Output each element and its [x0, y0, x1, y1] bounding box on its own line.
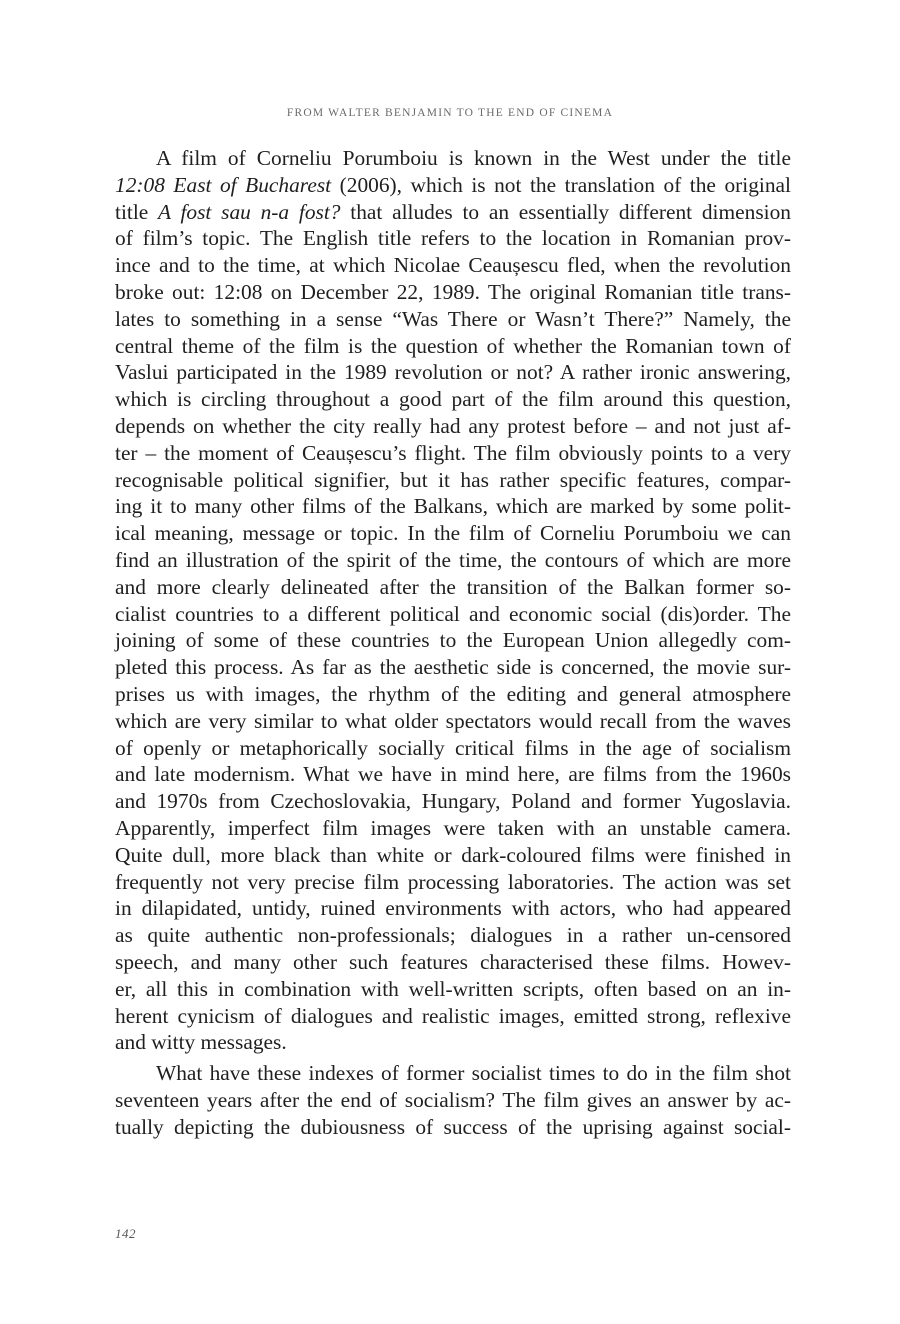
text-line: joining of some of these countries to the European Union allegedly com-	[115, 628, 791, 653]
text-line: pleted this process. As far as the aesthetic side is concerned, the movie sur-	[115, 655, 791, 680]
text-line: which are very similar to what older spectators would recall from the waves	[115, 708, 791, 733]
text-line: ing it to many other films of the Balkans, which are marked by some polit-	[115, 494, 791, 519]
text-line: ince and to the time, at which Nicolae Ceaușescu fled, when the revolution	[115, 253, 791, 278]
film-title-italic: 12:08 East of Bucharest	[115, 172, 332, 197]
original-title-italic: A fost sau n-a fost?	[158, 199, 341, 224]
text-line: which is circling throughout a good part of the film around this question,	[115, 387, 791, 412]
text-line: cialist countries to a different political and economic social (dis)order. The	[115, 601, 791, 626]
text-line: as quite authentic non-professionals; dialogues in a rather un-censored	[115, 923, 791, 948]
text-line: of openly or metaphorically socially critical films in the age of socialism	[115, 735, 791, 760]
text-line: broke out: 12:08 on December 22, 1989. The original Romanian title trans-	[115, 279, 791, 304]
text-line: and late modernism. What we have in mind here, are films from the 1960s	[115, 762, 791, 787]
text-line: Quite dull, more black than white or dark-coloured films were finished in	[115, 842, 791, 867]
text-line: ter – the moment of Ceaușescu’s flight. The film obviously points to a very	[115, 440, 791, 465]
text-line: A film of Corneliu Porumboiu is known in the West under the title	[156, 146, 791, 170]
text-line: find an illustration of the spirit of the time, the contours of which are more	[115, 547, 791, 572]
running-head: FROM WALTER BENJAMIN TO THE END OF CINEMA	[286, 107, 614, 119]
text-line: and more clearly delineated after the transition of the Balkan former so-	[115, 574, 791, 599]
text-line: frequently not very precise film processing laboratories. The action was set	[115, 869, 791, 894]
text-line	[115, 172, 791, 199]
text-line: seventeen years after the end of socialism? The film gives an answer by ac-	[115, 1087, 791, 1112]
text-line: of film’s topic. The English title refers to the location in Romanian prov-	[115, 226, 791, 251]
text-line: speech, and many other such features characterised these films. Howev-	[115, 949, 791, 974]
text-line: in dilapidated, untidy, ruined environments with actors, who had appeared	[115, 896, 791, 921]
text-line: lates to something in a sense “Was There or Wasn’t There?” Namely, the	[115, 306, 791, 331]
text-line	[115, 199, 791, 226]
text-line: and 1970s from Czechoslovakia, Hungary, Poland and former Yugoslavia.	[115, 789, 791, 814]
text-line: prises us with images, the rhythm of the editing and general atmosphere	[115, 681, 791, 706]
text-fragment: that alludes to an essentially different dimension	[340, 199, 791, 224]
text-line: er, all this in combination with well-written scripts, often based on an in-	[115, 976, 791, 1001]
text-line: and witty messages.	[115, 1030, 287, 1055]
text-fragment: (2006), which is not the translation of the original	[331, 172, 791, 197]
text-line: tually depicting the dubiousness of success of the uprising against social-	[115, 1114, 791, 1139]
text-line: central theme of the film is the question of whether the Romanian town of	[115, 333, 791, 358]
text-line: recognisable political signifier, but it has rather specific features, compar-	[115, 467, 791, 492]
text-line: Vaslui participated in the 1989 revolution or not? A rather ironic answering,	[115, 360, 791, 385]
text-line: ical meaning, message or topic. In the film of Corneliu Porumboiu we can	[115, 521, 791, 546]
text-line: What have these indexes of former socialist times to do in the film shot	[156, 1061, 791, 1086]
body-text	[115, 145, 791, 1140]
text-fragment: title	[115, 199, 159, 224]
text-line: Apparently, imperfect film images were taken with an unstable camera.	[115, 815, 791, 840]
page-number: 142	[115, 1226, 136, 1241]
text-line: depends on whether the city really had any protest before – and not just af-	[115, 413, 791, 438]
text-line: herent cynicism of dialogues and realistic images, emitted strong, reflexive	[115, 1003, 791, 1028]
